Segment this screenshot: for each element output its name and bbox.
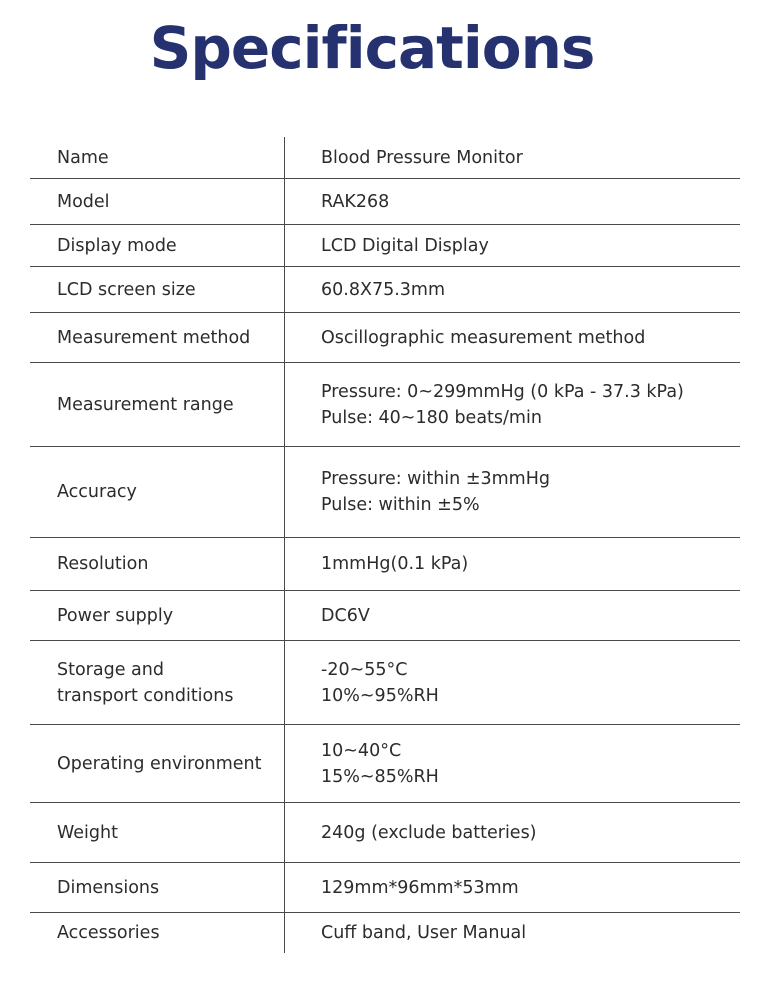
spec-row bbox=[30, 267, 740, 313]
spec-label-line: Measurement method bbox=[57, 327, 251, 348]
page-title: Specifications bbox=[149, 14, 595, 82]
spec-value-line: Pulse: within ±5% bbox=[321, 495, 480, 515]
spec-value bbox=[321, 641, 736, 724]
spec-label-line: Accessories bbox=[57, 923, 160, 943]
spec-value-line: Blood Pressure Monitor bbox=[321, 147, 523, 168]
spec-label-line: Model bbox=[57, 191, 110, 212]
spec-label-line: Resolution bbox=[57, 554, 149, 574]
spec-value-line: Pressure: within ±3mmHg bbox=[321, 469, 550, 489]
spec-label bbox=[57, 725, 282, 802]
spec-label bbox=[57, 267, 282, 312]
spec-label-line: Weight bbox=[57, 822, 118, 843]
spec-value bbox=[321, 313, 736, 362]
spec-value-line: Oscillographic measurement method bbox=[321, 327, 646, 348]
spec-label bbox=[57, 803, 282, 862]
spec-label-line: LCD screen size bbox=[57, 279, 196, 300]
spec-row bbox=[30, 225, 740, 267]
spec-row bbox=[30, 137, 740, 179]
spec-label-line: transport conditions bbox=[57, 685, 234, 706]
spec-row bbox=[30, 591, 740, 641]
spec-label bbox=[57, 913, 282, 953]
spec-value bbox=[321, 179, 736, 224]
spec-label-line: Operating environment bbox=[57, 753, 262, 774]
spec-value bbox=[321, 137, 736, 178]
spec-value-line: 240g (exclude batteries) bbox=[321, 822, 537, 843]
spec-label bbox=[57, 538, 282, 590]
spec-value-line: Pulse: 40~180 beats/min bbox=[321, 407, 542, 428]
spec-row bbox=[30, 803, 740, 863]
spec-value bbox=[321, 913, 736, 953]
spec-row bbox=[30, 179, 740, 225]
spec-value-line: LCD Digital Display bbox=[321, 235, 489, 256]
spec-label-line: Measurement range bbox=[57, 394, 234, 415]
spec-label-line: Accuracy bbox=[57, 482, 137, 502]
spec-value bbox=[321, 803, 736, 862]
spec-value-line: 60.8X75.3mm bbox=[321, 279, 446, 300]
spec-value-line: Pressure: 0~299mmHg (0 kPa - 37.3 kPa) bbox=[321, 381, 684, 402]
spec-label bbox=[57, 225, 282, 266]
spec-row bbox=[30, 863, 740, 913]
spec-label bbox=[57, 363, 282, 446]
spec-label bbox=[57, 863, 282, 912]
spec-value bbox=[321, 267, 736, 312]
spec-row bbox=[30, 313, 740, 363]
spec-value bbox=[321, 225, 736, 266]
spec-row bbox=[30, 913, 740, 953]
spec-row bbox=[30, 641, 740, 725]
spec-row bbox=[30, 725, 740, 803]
spec-value-line: 10%~95%RH bbox=[321, 685, 439, 706]
spec-value-line: 10~40°C bbox=[321, 740, 402, 761]
spec-value bbox=[321, 591, 736, 640]
spec-value-line: DC6V bbox=[321, 605, 370, 626]
spec-label-line: Dimensions bbox=[57, 877, 160, 898]
spec-value-line: 1mmHg(0.1 kPa) bbox=[321, 554, 469, 574]
spec-label bbox=[57, 447, 282, 537]
spec-label bbox=[57, 313, 282, 362]
spec-value bbox=[321, 863, 736, 912]
spec-label-line: Display mode bbox=[57, 235, 177, 256]
spec-label bbox=[57, 179, 282, 224]
spec-row bbox=[30, 363, 740, 447]
spec-row bbox=[30, 538, 740, 591]
spec-value-line: Cuff band, User Manual bbox=[321, 923, 527, 943]
spec-value bbox=[321, 538, 736, 590]
spec-row bbox=[30, 447, 740, 538]
spec-label-line: Storage and bbox=[57, 659, 164, 680]
spec-value-line: 129mm*96mm*53mm bbox=[321, 877, 519, 898]
spec-label bbox=[57, 641, 282, 724]
spec-label-line: Name bbox=[57, 147, 109, 168]
spec-label-line: Power supply bbox=[57, 605, 174, 626]
spec-value bbox=[321, 447, 736, 537]
spec-value bbox=[321, 363, 736, 446]
spec-label bbox=[57, 137, 282, 178]
spec-value-line: 15%~85%RH bbox=[321, 766, 439, 787]
spec-value bbox=[321, 725, 736, 802]
spec-label bbox=[57, 591, 282, 640]
spec-value-line: RAK268 bbox=[321, 191, 390, 212]
spec-value-line: -20~55°C bbox=[321, 659, 408, 680]
